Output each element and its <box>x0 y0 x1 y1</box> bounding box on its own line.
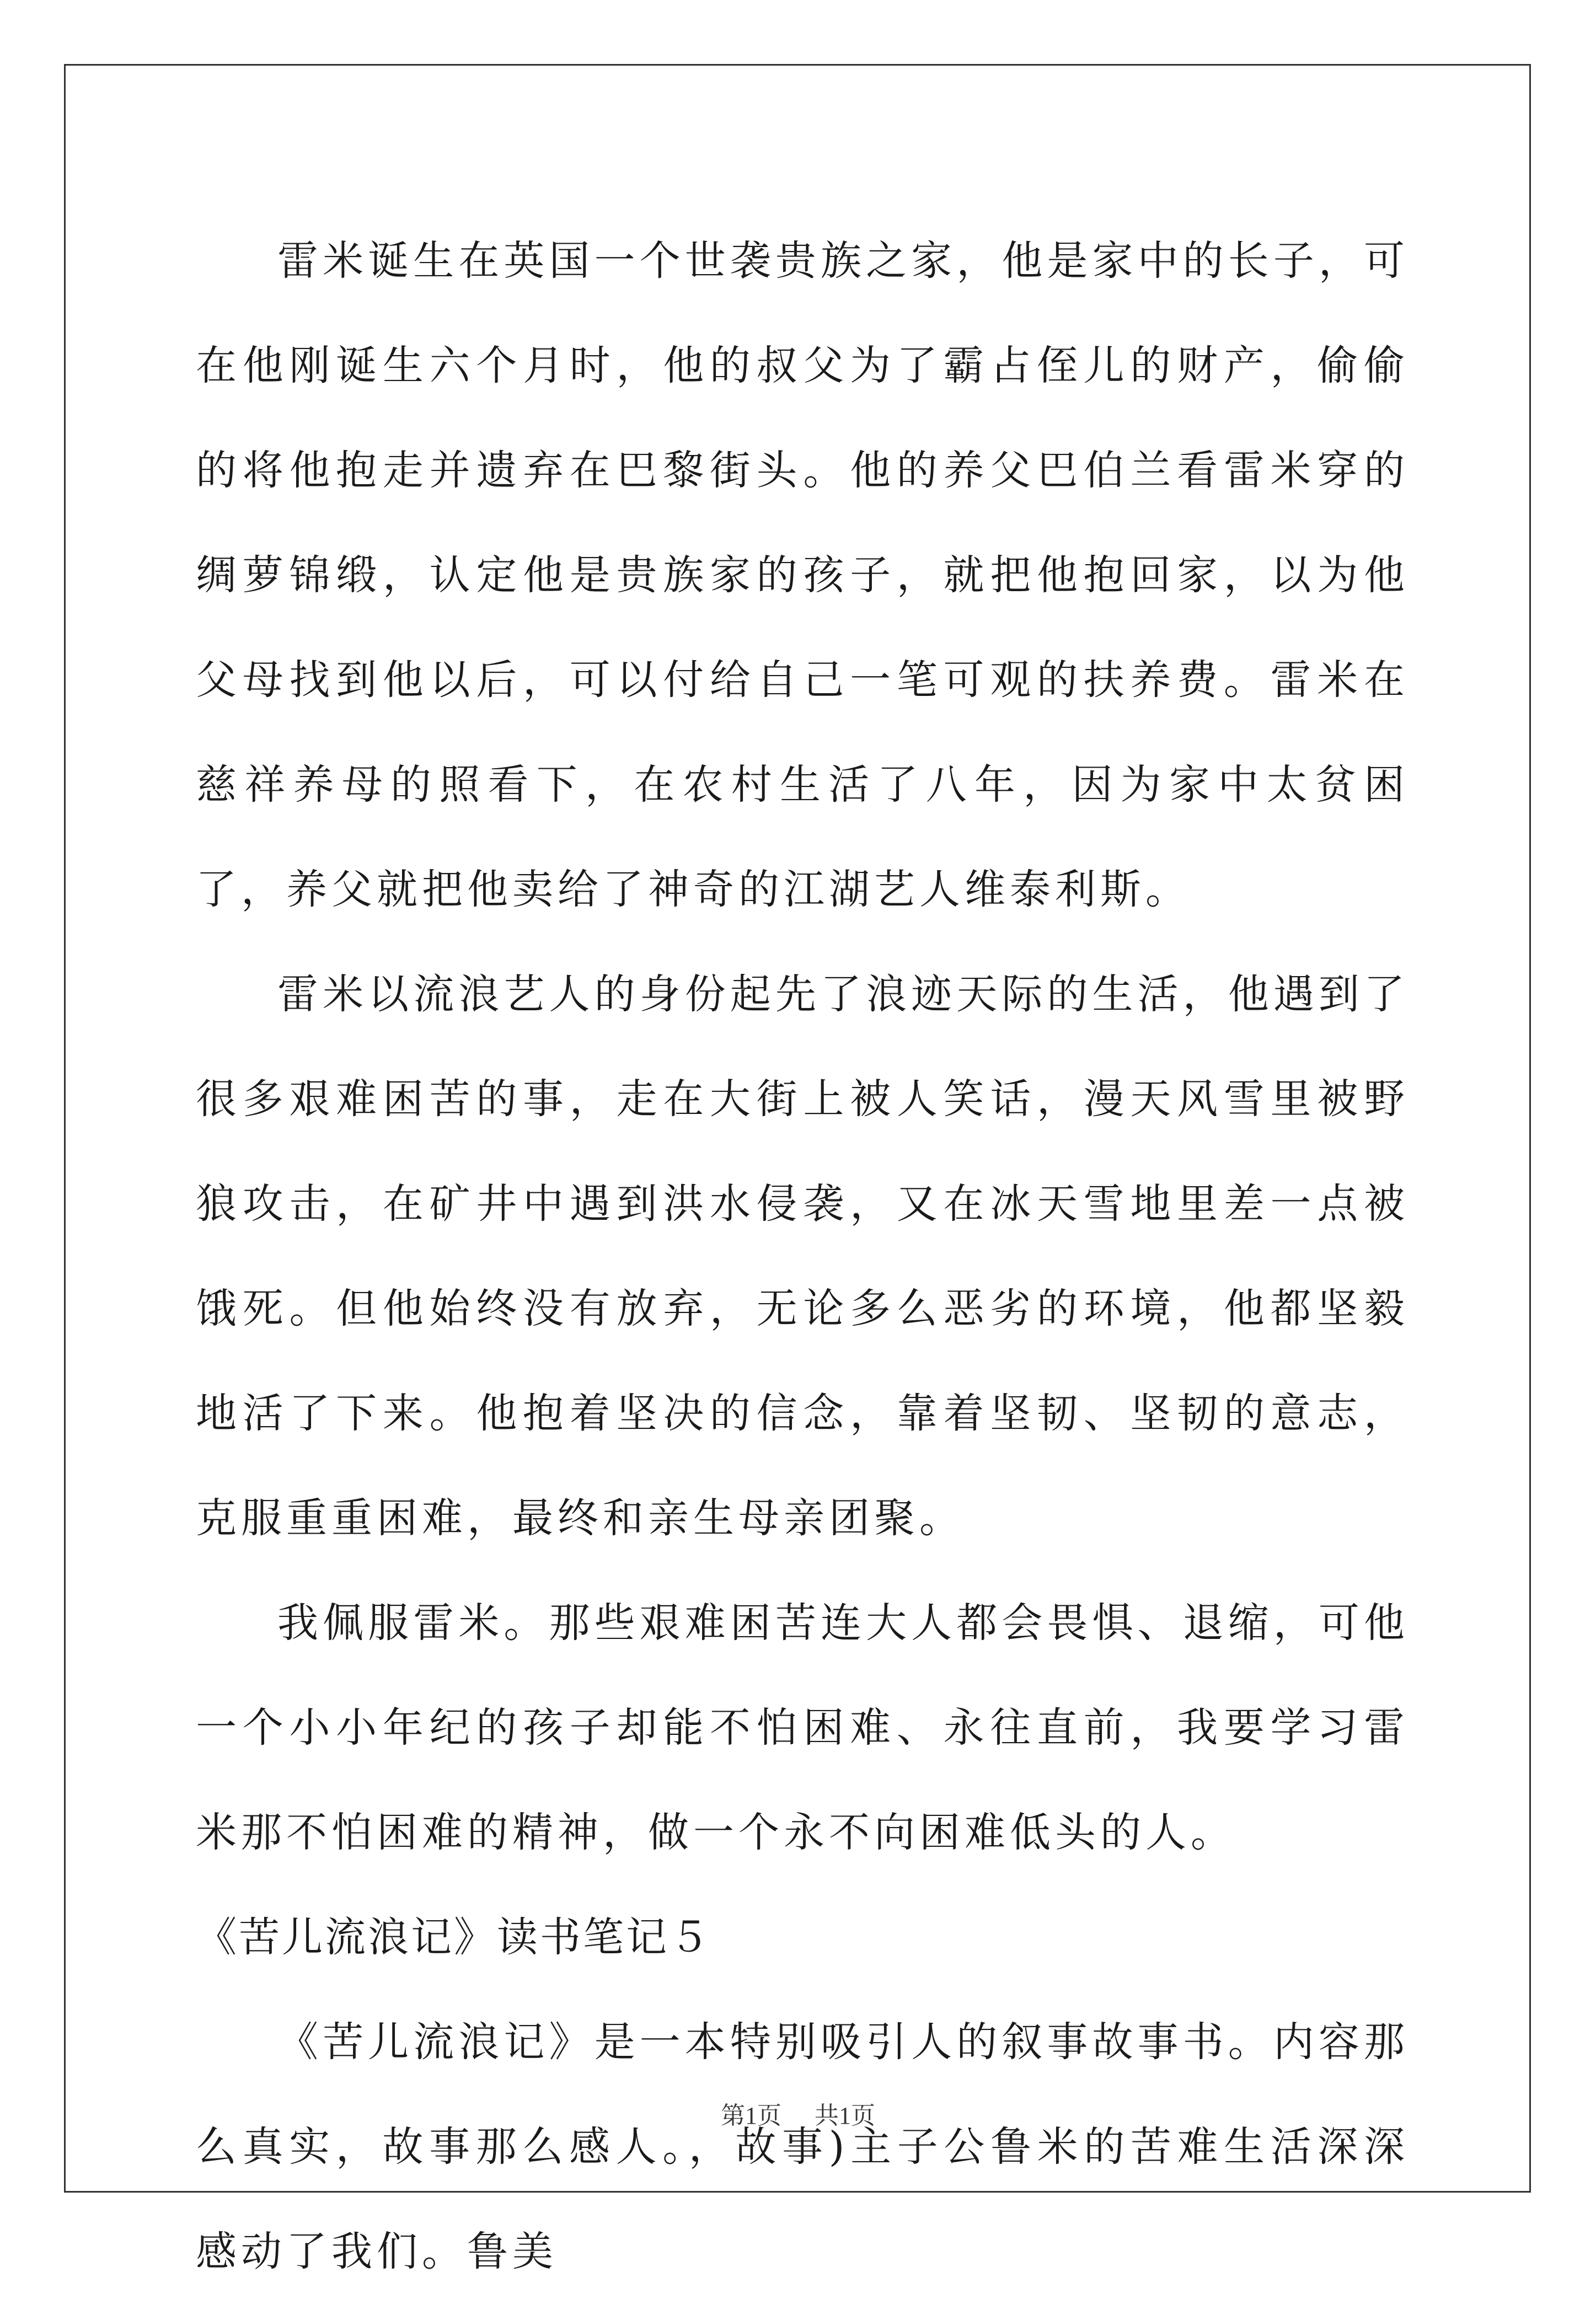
section-heading: 《苦儿流浪记》读书笔记５ <box>196 1914 712 1961</box>
page-number: 第1页 <box>721 2102 781 2129</box>
paragraph-1: 雷米诞生在英国一个世袭贵族之家，他是家中的长子，可在他刚诞生六个月时，他的叔父为了霸占侄儿的财产，偷偷的将他抱走并遗弃在巴黎街头。他的养父巴伯兰看雷米穿的绸萝锦缎，认定他是贵族家的孩子，就把他抱回家，以为他父母找到他以后，可以付给自己一笔可观的扶养费。雷米在慈祥养母的照看下，在农村生活了八年，因为家中太贫困了，养父就把他卖给了神奇的江湖艺人维泰利斯。 <box>196 237 1409 913</box>
paragraph-3: 我佩服雷米。那些艰难困苦连大人都会畏惧、退缩，可他一个小小年纪的孩子却能不怕困难、永往直前，我要学习雷米那不怕困难的精神，做一个永不向困难低头的人。 <box>196 1599 1409 1856</box>
paragraph-4: 《苦儿流浪记》是一本特别吸引人的叙事故事书。内容那么真实，故事那么感人。，故事)主子公鲁米的苦难生活深深感动了我们。鲁美 <box>196 2018 1409 2275</box>
document-body <box>196 208 1409 2304</box>
paragraph-2: 雷米以流浪艺人的身份起先了浪迹天际的生活，他遇到了很多艰难困苦的事，走在大街上被人笑话，漫天风雪里被野狼攻击，在矿井中遇到洪水侵袭，又在冰天雪地里差一点被饿死。但他始终没有放弃，无论多么恶劣的环境，他都坚毅地活了下来。他抱着坚决的信念，靠着坚韧、坚韧的意志，克服重重困难，最终和亲生母亲团聚。 <box>196 971 1409 1542</box>
page-footer <box>0 2096 1596 2131</box>
page-total: 共1页 <box>815 2102 875 2129</box>
